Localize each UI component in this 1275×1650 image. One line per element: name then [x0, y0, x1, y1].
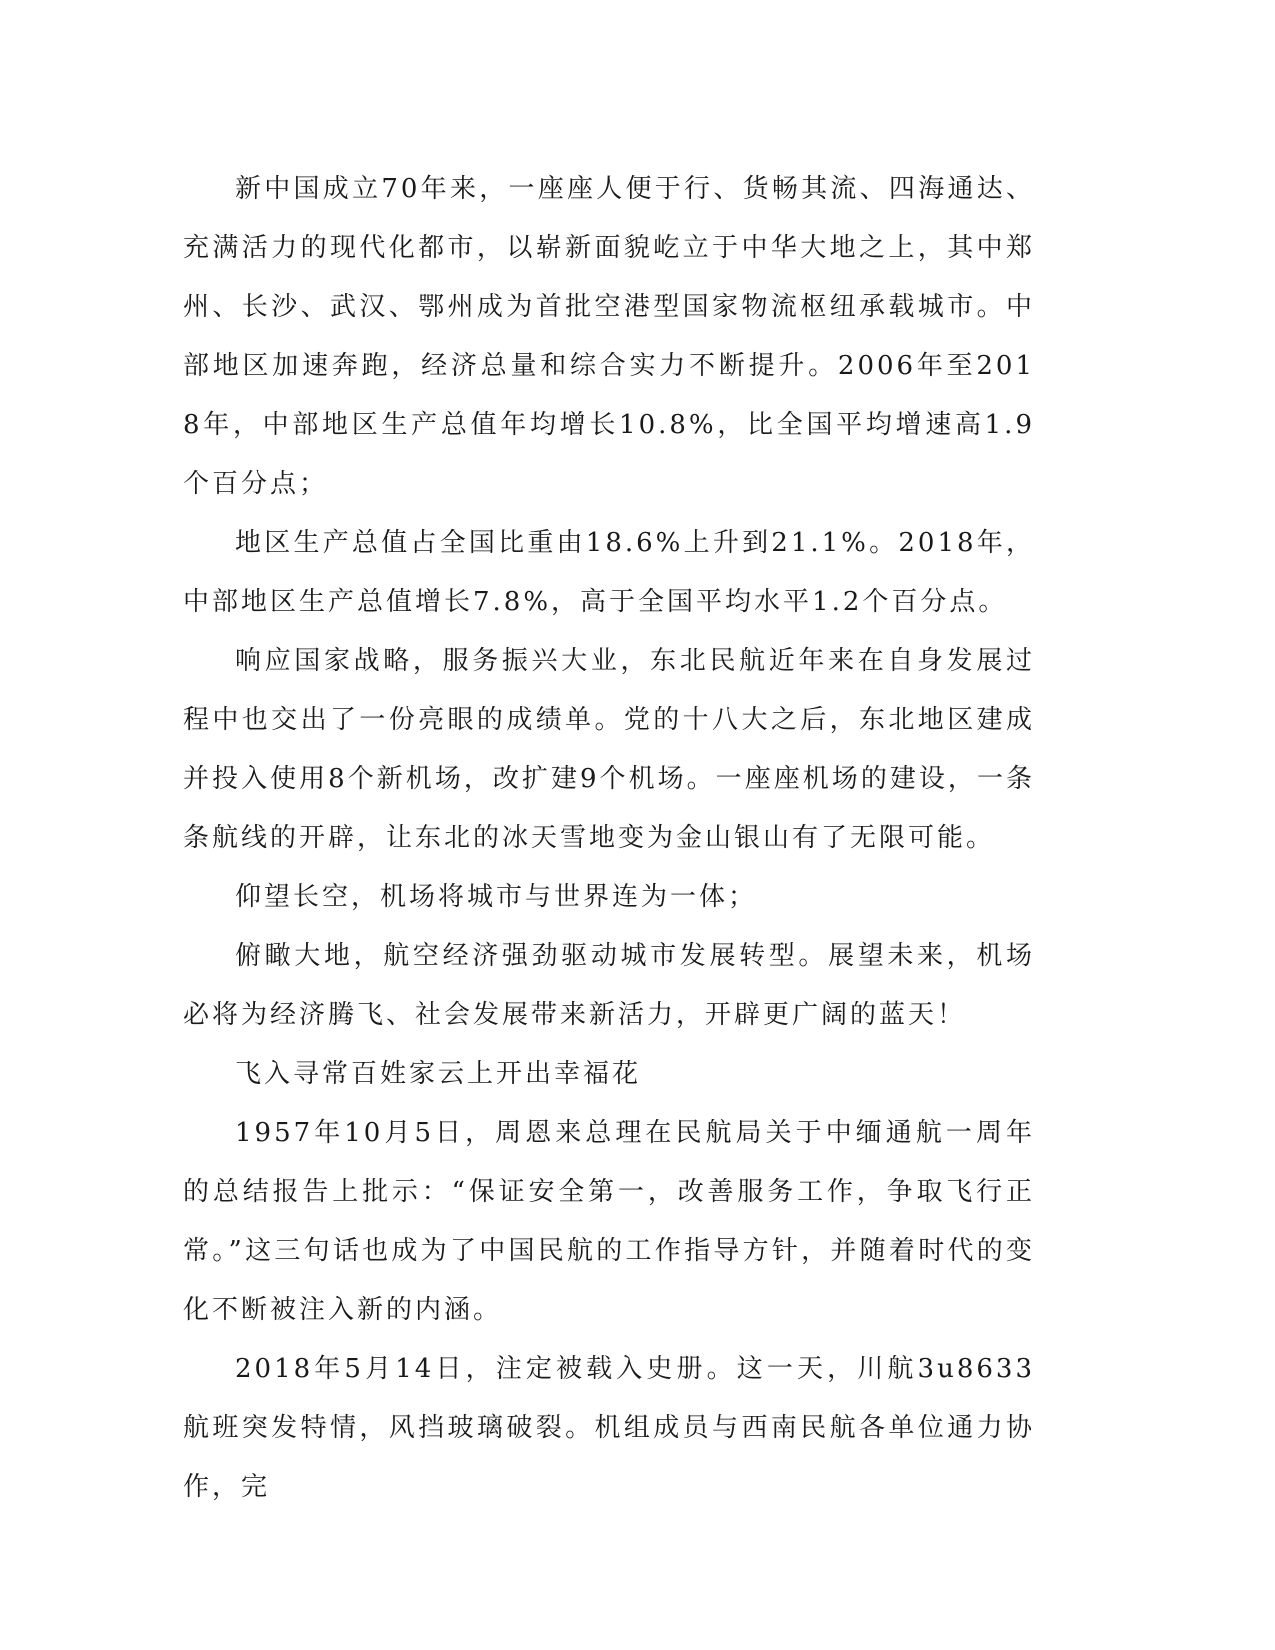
paragraph-zhou-enlai-instruction: 1957年10月5日，周恩来总理在民航局关于中缅通航一周年的总结报告上批示：“保证安全第一，改善服务工作，争取飞行正常。”这三句话也成为了中国民航的工作指导方针，并随着时代的变化不断被注入新的内涵。: [183, 1118, 1035, 1325]
paragraph-central-region-growth: 新中国成立70年来，一座座人便于行、货畅其流、四海通达、充满活力的现代化都市，以崭新面貌屹立于中华大地之上，其中郑州、长沙、武汉、鄂州成为首批空港型国家物流枢纽承载城市。中部地区加速奔跑，经济总量和综合实力不断提升。2006年至2018年，中部地区生产总值年均增长10.8%，比全国平均增速高1.9个百分点；: [183, 174, 1035, 499]
document-body: [183, 160, 1035, 1517]
paragraph-northeast-aviation: 响应国家战略，服务振兴大业，东北民航近年来在自身发展过程中也交出了一份亮眼的成绩单。党的十八大之后，东北地区建成并投入使用8个新机场，改扩建9个机场。一座座机场的建设，一条条航线的开辟，让东北的冰天雪地变为金山银山有了无限可能。: [183, 646, 1035, 853]
section-heading: 飞入寻常百姓家云上开出幸福花: [235, 1059, 642, 1089]
paragraph-look-up-sky: 仰望长空，机场将城市与世界连为一体；: [235, 882, 758, 912]
paragraph-look-down-earth: 俯瞰大地，航空经济强劲驱动城市发展转型。展望未来，机场必将为经济腾飞、社会发展带来新活力，开辟更广阔的蓝天！: [183, 941, 1035, 1030]
paragraph-gdp-share: 地区生产总值占全国比重由18.6%上升到21.1%。2018年，中部地区生产总值增长7.8%，高于全国平均水平1.2个百分点。: [183, 528, 1035, 617]
paragraph-sichuan-airlines-flight: 2018年5月14日，注定被载入史册。这一天，川航3u8633航班突发特情，风挡玻璃破裂。机组成员与西南民航各单位通力协作，完: [183, 1354, 1035, 1502]
